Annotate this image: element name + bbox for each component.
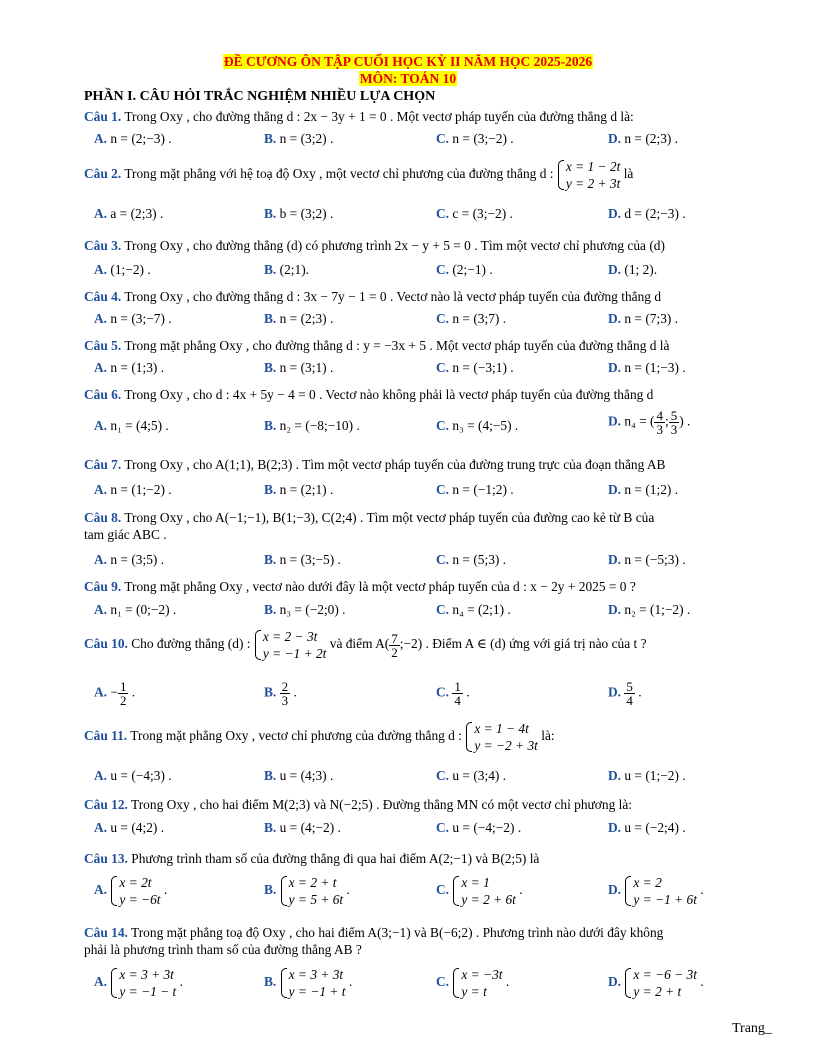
option-c: C. n = (3;−2) .: [436, 131, 514, 146]
option-a: A. (1;−2) .: [94, 262, 151, 277]
options-13: [84, 874, 784, 914]
fraction: $\frac{1}{4}$: [454, 679, 461, 708]
fraction: $\frac{7}{2}$: [391, 630, 398, 660]
option-c: C. x = −3t y = t .: [436, 967, 510, 999]
equation-system: x = 1 − 2t y = 2 + 3t: [557, 158, 621, 192]
question-3: Câu 3. Trong Oxy , cho đường thẳng (d) có phương trình 2x − y + 5 = 0 . Tìm một vectơ chỉ phương của (d): [84, 238, 665, 253]
document-title: ĐỀ CƯƠNG ÔN TẬP CUỐI HỌC KỲ II NĂM HỌC 2025-2026: [223, 54, 593, 69]
option-c: C. n₃ = (4;−5) .: [436, 418, 519, 433]
question-13: Câu 13. Phương trình tham số của đường thẳng đi qua hai điểm A(2;−1) và B(2;5) là: [84, 851, 540, 866]
options-14: [84, 966, 784, 1006]
option-d: D. n₂ = (1;−2) .: [608, 602, 691, 617]
fraction: $\frac{5}{4}$: [626, 679, 633, 708]
options-5: [84, 360, 784, 378]
option-c: C. x = 1 y = 2 + 6t .: [436, 875, 523, 907]
option-a: A. u = (−4;3) .: [94, 768, 172, 783]
option-c: C. u = (3;4) .: [436, 768, 507, 783]
option-b: B. x = 2 + t y = 5 + 6t .: [264, 875, 350, 907]
options-4: [84, 311, 784, 329]
option-d: D. n = (−5;3) .: [608, 552, 686, 567]
question-11: Câu 11. Trong mặt phẳng Oxy , vectơ chỉ phương của đường thẳng d : x = 1 − 4t y = −2 + 3t là:: [84, 721, 555, 753]
option-b: B. u = (4;3) .: [264, 768, 334, 783]
options-9: [84, 602, 784, 620]
fraction: $\frac{1}{2}$: [119, 679, 127, 708]
option-d: D. u = (1;−2) .: [608, 768, 686, 783]
option-d: D. d = (2;−3) .: [608, 206, 686, 221]
option-d: D. n₄ = ( $\frac{4}{3}$ ; $\frac{5}{3}$ ) .: [608, 408, 691, 437]
option-b: B. n₃ = (−2;0) .: [264, 602, 346, 617]
option-c: C. n = (−3;1) .: [436, 360, 514, 375]
section-title: PHẦN I. CÂU HỎI TRẮC NGHIỆM NHIỀU LỰA CHỌN: [84, 89, 436, 104]
fraction: $\frac{4}{3}$: [656, 408, 663, 437]
option-c: C. n₄ = (2;1) .: [436, 602, 511, 617]
option-d: D. x = −6 − 3t y = 2 + t .: [608, 967, 704, 999]
option-c: C. $\frac{1}{4}$ .: [436, 679, 470, 708]
option-d: D. $\frac{5}{4}$ .: [608, 679, 642, 708]
option-b: B. $\frac{2}{3}$ .: [264, 679, 297, 708]
option-a: A. u = (4;2) .: [94, 820, 165, 835]
option-a: A. n = (2;−3) .: [94, 131, 172, 146]
options-2: [84, 206, 784, 224]
option-a: A. n₁ = (0;−2) .: [94, 602, 177, 617]
option-c: C. u = (−4;−2) .: [436, 820, 522, 835]
option-b: B. u = (4;−2) .: [264, 820, 341, 835]
option-a: A. n = (3;−7) .: [94, 311, 172, 326]
question-6: Câu 6. Trong Oxy , cho d : 4x + 5y − 4 = 0 . Vectơ nào không phải là vectơ pháp tuyến của đường thẳng d: [84, 387, 654, 402]
question-4: Câu 4. Trong Oxy , cho đường thẳng d : 3x − 7y − 1 = 0 . Vectơ nào là vectơ pháp tuyến của đường thẳng d: [84, 289, 662, 304]
question-12: Câu 12. Trong Oxy , cho hai điểm M(2;3) và N(−2;5) . Đường thẳng MN có một vectơ chỉ phương là:: [84, 797, 633, 812]
options-7: [84, 482, 784, 500]
option-b: B. n = (3;−5) .: [264, 552, 341, 567]
options-11: [84, 768, 784, 786]
option-b: B. n = (2;3) .: [264, 311, 334, 326]
page-footer: Trang_: [732, 1021, 772, 1036]
option-b: B. n = (3;2) .: [264, 131, 334, 146]
option-d: D. n = (2;3) .: [608, 131, 679, 146]
option-a: A. n = (3;5) .: [94, 552, 165, 567]
question-10: Câu 10. Cho đường thẳng (d) : x = 2 − 3t y = −1 + 2t và điểm A( $\frac{7}{2}$ ;−2) . Điểm A ∈ (d) ứng với giá trị nào của t ?: [84, 629, 647, 661]
option-a: A. n₁ = (4;5) .: [94, 418, 169, 433]
option-b: B. n = (2;1) .: [264, 482, 334, 497]
question-7: Câu 7. Trong Oxy , cho A(1;1), B(2;3) . Tìm một vectơ pháp tuyến của đường trung trực của đoạn thẳng AB: [84, 457, 666, 472]
option-a: A. x = 2t y = −6t .: [94, 875, 168, 907]
option-d: D. n = (1;−3) .: [608, 360, 686, 375]
option-c: C. n = (−1;2) .: [436, 482, 514, 497]
option-a: A. n = (1;3) .: [94, 360, 165, 375]
option-b: B. n₂ = (−8;−10) .: [264, 418, 360, 433]
options-6: [84, 408, 784, 437]
option-a: A. − $\frac{1}{2}$ .: [94, 679, 136, 708]
option-a: A. n = (1;−2) .: [94, 482, 172, 497]
options-12: [84, 820, 784, 838]
option-b: B. n = (3;1) .: [264, 360, 334, 375]
question-8: Câu 8. Trong Oxy , cho A(−1;−1), B(1;−3), C(2;4) . Tìm một vectơ pháp tuyến của đường cao kẻ từ B của tam giác ABC .: [84, 510, 655, 542]
document-subject: MÔN: TOÁN 10: [359, 71, 457, 86]
option-c: C. c = (3;−2) .: [436, 206, 513, 221]
option-c: C. n = (5;3) .: [436, 552, 507, 567]
question-9: Câu 9. Trong mặt phẳng Oxy , vectơ nào dưới đây là một vectơ pháp tuyến của d : x − 2y + 2025 = 0 ?: [84, 579, 636, 594]
options-3: [84, 262, 784, 280]
option-a: A. x = 3 + 3t y = −1 − t .: [94, 967, 183, 999]
option-c: C. (2;−1) .: [436, 262, 493, 277]
option-b: B. b = (3;2) .: [264, 206, 334, 221]
option-b: B. x = 3 + 3t y = −1 + t .: [264, 967, 353, 999]
option-d: D. n = (1;2) .: [608, 482, 679, 497]
options-10: [84, 680, 784, 714]
options-8: [84, 552, 784, 570]
option-c: C. n = (3;7) .: [436, 311, 507, 326]
option-b: B. (2;1).: [264, 262, 310, 277]
question-5: Câu 5. Trong mặt phẳng Oxy , cho đường thẳng d : y = −3x + 5 . Một vectơ pháp tuyến của đường thẳng d là: [84, 338, 670, 353]
option-d: D. n = (7;3) .: [608, 311, 679, 326]
equation-system: x = 1 − 4t y = −2 + 3t: [465, 720, 538, 754]
option-d: D. x = 2 y = −1 + 6t .: [608, 875, 704, 907]
fraction: $\frac{2}{3}$: [281, 679, 289, 708]
option-a: A. a = (2;3) .: [94, 206, 164, 221]
equation-system: x = 2 − 3t y = −1 + 2t: [254, 628, 327, 662]
fraction: $\frac{5}{3}$: [670, 408, 678, 437]
question-2: Câu 2. Trong mặt phẳng với hệ toạ độ Oxy , một vectơ chỉ phương của đường thẳng d : x = 1 − 2t y = 2 + 3t là: [84, 159, 634, 191]
option-d: D. u = (−2;4) .: [608, 820, 686, 835]
option-d: D. (1; 2).: [608, 262, 658, 277]
options-1: [84, 131, 784, 149]
question-14: Câu 14. Trong mặt phẳng toạ độ Oxy , cho hai điểm A(3;−1) và B(−6;2) . Phương trình nào dưới đây không phải là phương trình tham số của đường thẳng AB ?: [84, 925, 664, 957]
question-1: Câu 1. Trong Oxy , cho đường thẳng d : 2x − 3y + 1 = 0 . Một vectơ pháp tuyến của đường thẳng d là:: [84, 109, 634, 124]
